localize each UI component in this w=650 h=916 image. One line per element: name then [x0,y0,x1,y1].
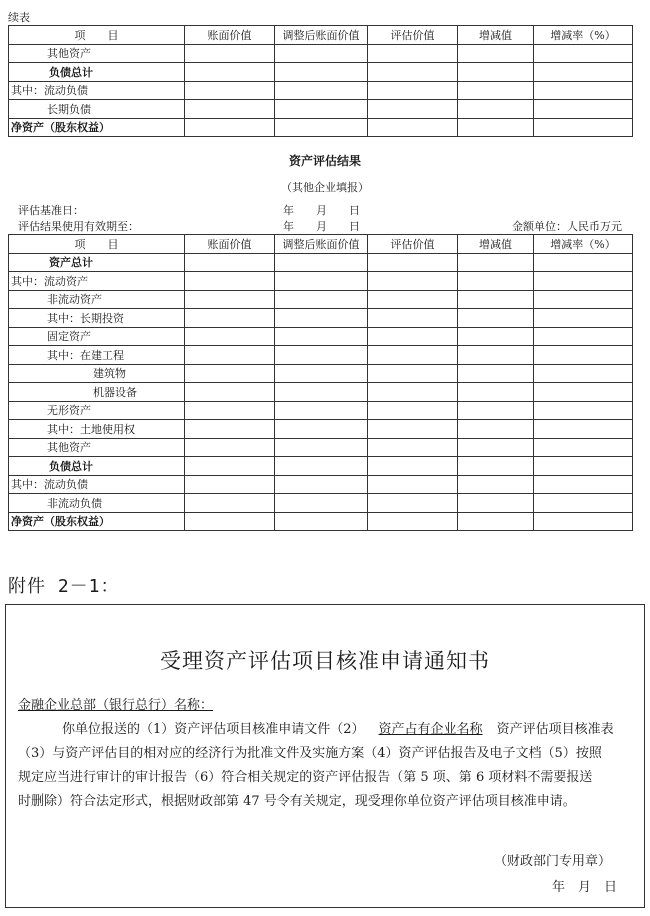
valid-until-value: 年 月 日 [283,220,360,233]
value-cell[interactable] [368,438,458,457]
value-cell[interactable] [185,290,275,309]
value-cell[interactable] [458,272,534,291]
value-cell[interactable] [368,81,458,100]
value-cell[interactable] [368,383,458,402]
value-cell[interactable] [458,63,534,82]
value-cell[interactable] [275,494,368,513]
value-cell[interactable] [458,383,534,402]
table-row [9,253,633,272]
attachment-label: 附件 2－1： [8,576,120,597]
value-cell[interactable] [185,401,275,420]
table-row [9,364,633,383]
table-row [9,81,633,100]
value-cell[interactable] [458,309,534,328]
table-row [9,118,633,137]
line1-post: 资产评估项目核准表 [496,722,614,737]
value-cell[interactable] [275,401,368,420]
value-cell[interactable] [368,44,458,63]
row-label: 无形资产 [9,401,185,420]
value-cell[interactable] [458,118,534,137]
row-label: 机器设备 [9,383,185,402]
value-cell[interactable] [275,63,368,82]
col-change-rate: 增减率（%） [534,235,633,254]
value-cell[interactable] [458,100,534,119]
row-label: 非流动负债 [9,494,185,513]
row-label: 非流动资产 [9,290,185,309]
value-cell[interactable] [275,420,368,439]
row-label: 其中：流动负债 [9,475,185,494]
value-cell[interactable] [275,253,368,272]
value-cell[interactable] [534,383,633,402]
table-row [9,309,633,328]
row-label: 其中：流动负债 [9,81,185,100]
col-change-rate: 增减率（%） [534,26,633,45]
value-cell[interactable] [368,309,458,328]
value-cell[interactable] [458,457,534,476]
table-row [9,346,633,365]
value-cell[interactable] [368,272,458,291]
addressee-label: 金融企业总部（银行总行）名称： [18,698,214,713]
value-cell[interactable] [275,364,368,383]
value-cell[interactable] [534,63,633,82]
row-label: 其中：土地使用权 [9,420,185,439]
table-row [9,512,633,531]
table-row [9,327,633,346]
table-header-row [9,235,633,254]
value-cell[interactable] [275,290,368,309]
value-cell[interactable] [275,327,368,346]
continued-label: 续表 [8,11,30,24]
value-cell[interactable] [275,383,368,402]
value-cell[interactable] [458,401,534,420]
value-cell[interactable] [185,118,275,137]
value-cell[interactable] [185,309,275,328]
value-cell[interactable] [534,512,633,531]
value-cell[interactable] [534,494,633,513]
table-row [9,457,633,476]
row-label: 其中：流动资产 [9,272,185,291]
value-cell[interactable] [368,290,458,309]
value-cell[interactable] [185,438,275,457]
notice-date: 年 月 日 [552,880,618,895]
value-cell[interactable] [185,494,275,513]
value-cell[interactable] [534,272,633,291]
row-label: 资产总计 [9,253,185,272]
value-cell[interactable] [534,81,633,100]
value-cell[interactable] [368,457,458,476]
value-cell[interactable] [185,364,275,383]
value-cell[interactable] [185,81,275,100]
table-row [9,475,633,494]
notice-line-2: （3）与资产评估目的相对应的经济行为批准文件及实施方案（4）资产评估报告及电子文档（5）按照 [18,746,602,761]
value-cell[interactable] [185,253,275,272]
value-cell[interactable] [368,512,458,531]
row-label: 负债总计 [9,457,185,476]
result-subtitle: （其他企业填报） [281,181,369,194]
table-header-row [9,26,633,45]
value-cell[interactable] [275,309,368,328]
row-label: 长期负债 [9,100,185,119]
value-cell[interactable] [458,81,534,100]
value-cell[interactable] [458,494,534,513]
value-cell[interactable] [534,420,633,439]
balance-table-continued [8,25,633,137]
value-cell[interactable] [275,346,368,365]
value-cell[interactable] [275,272,368,291]
table-row [9,438,633,457]
value-cell[interactable] [534,309,633,328]
acceptance-notice [5,604,645,908]
table-row [9,44,633,63]
value-cell[interactable] [368,253,458,272]
col-appraised-value: 评估价值 [368,26,458,45]
notice-line-3: 规定应当进行审计的审计报告（6）符合相关规定的资产评估报告（第 5 项、第 6 项材料不需要报送 [18,770,593,785]
value-cell[interactable] [368,346,458,365]
value-cell[interactable] [185,100,275,119]
value-cell[interactable] [368,327,458,346]
value-cell[interactable] [534,364,633,383]
table-row [9,401,633,420]
value-cell[interactable] [185,44,275,63]
value-cell[interactable] [185,272,275,291]
value-cell[interactable] [534,290,633,309]
value-cell[interactable] [368,100,458,119]
notice-line-1 [62,719,614,741]
value-cell[interactable] [534,118,633,137]
line1-fill: 资产占有企业名称 [378,722,483,737]
value-cell[interactable] [275,81,368,100]
table-row [9,100,633,119]
row-label: 固定资产 [9,327,185,346]
base-date-value: 年 月 日 [283,204,360,217]
value-cell[interactable] [458,346,534,365]
col-item: 项 目 [9,26,185,45]
notice-addressee [18,695,213,717]
valid-until-label: 评估结果使用有效期至： [18,220,139,233]
value-cell[interactable] [534,44,633,63]
base-date-label: 评估基准日： [18,204,84,217]
value-cell[interactable] [534,327,633,346]
value-cell[interactable] [458,44,534,63]
table-row [9,420,633,439]
result-title: 资产评估结果 [288,154,361,168]
table-row [9,290,633,309]
value-cell[interactable] [185,63,275,82]
row-label: 负债总计 [9,63,185,82]
col-item: 项 目 [9,235,185,254]
value-cell[interactable] [534,401,633,420]
table-row [9,272,633,291]
value-cell[interactable] [458,253,534,272]
col-book-value: 账面价值 [185,26,275,45]
value-cell[interactable] [534,438,633,457]
col-appraised-value: 评估价值 [368,235,458,254]
value-cell[interactable] [458,364,534,383]
table-row [9,383,633,402]
value-cell[interactable] [534,457,633,476]
value-cell[interactable] [275,44,368,63]
value-cell[interactable] [275,438,368,457]
value-cell[interactable] [185,327,275,346]
col-book-value: 账面价值 [185,235,275,254]
value-cell[interactable] [368,63,458,82]
value-cell[interactable] [368,420,458,439]
col-adjusted-book-value: 调整后账面价值 [275,26,368,45]
value-cell[interactable] [458,475,534,494]
row-label: 其他资产 [9,44,185,63]
notice-seal: （财政部门专用章） [494,854,612,869]
value-cell[interactable] [275,512,368,531]
value-cell[interactable] [275,475,368,494]
value-cell[interactable] [458,327,534,346]
value-cell[interactable] [185,383,275,402]
currency-unit: 金额单位：人民币万元 [512,220,622,233]
value-cell[interactable] [275,118,368,137]
value-cell[interactable] [185,346,275,365]
row-label: 净资产（股东权益） [9,512,185,531]
line1-pre: 你单位报送的（1）资产评估项目核准申请文件（2） [62,722,365,737]
value-cell[interactable] [458,290,534,309]
col-change: 增减值 [458,26,534,45]
value-cell[interactable] [275,100,368,119]
value-cell[interactable] [185,475,275,494]
row-label: 其他资产 [9,438,185,457]
value-cell[interactable] [275,457,368,476]
row-label: 其中：长期投资 [9,309,185,328]
value-cell[interactable] [458,512,534,531]
value-cell[interactable] [534,253,633,272]
value-cell[interactable] [368,118,458,137]
table-row [9,63,633,82]
value-cell[interactable] [368,364,458,383]
value-cell[interactable] [534,100,633,119]
row-label: 其中：在建工程 [9,346,185,365]
table-row [9,494,633,513]
value-cell[interactable] [458,420,534,439]
value-cell[interactable] [185,512,275,531]
value-cell[interactable] [368,475,458,494]
value-cell[interactable] [534,346,633,365]
value-cell[interactable] [368,494,458,513]
value-cell[interactable] [458,438,534,457]
row-label: 净资产（股东权益） [9,118,185,137]
row-label: 建筑物 [9,364,185,383]
appraisal-result-table [8,234,633,531]
value-cell[interactable] [368,401,458,420]
value-cell[interactable] [185,420,275,439]
value-cell[interactable] [185,457,275,476]
notice-line-4: 时删除）符合法定形式，根据财政部第 47 号令有关规定，现受理你单位资产评估项目核准申请。 [18,794,576,809]
value-cell[interactable] [534,475,633,494]
col-change: 增减值 [458,235,534,254]
notice-title: 受理资产评估项目核准申请通知书 [160,649,490,673]
col-adjusted-book-value: 调整后账面价值 [275,235,368,254]
